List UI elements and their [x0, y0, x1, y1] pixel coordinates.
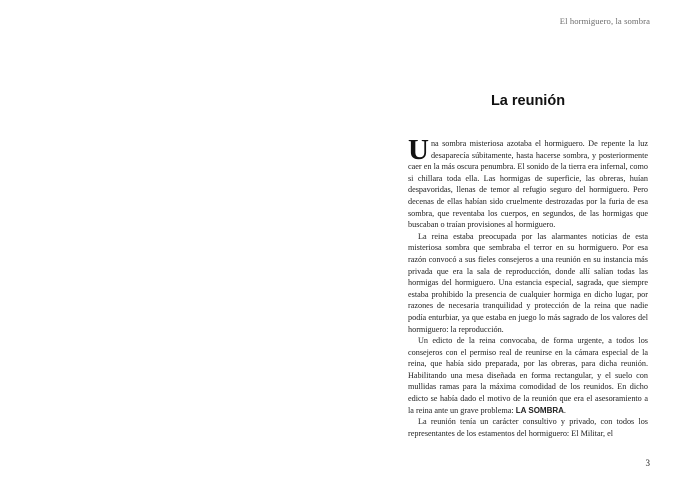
chapter-title: La reunión	[490, 93, 566, 109]
right-page	[350, 0, 700, 490]
la-sombra-emphasis: LA SOMBRA	[515, 405, 564, 415]
paragraph-3-text: Un edicto de la reina convocaba, de forma urgente, a todos los consejeros con el permiso real de reunirse en la cámara especial de la reina, que había sido preparada, por las obreras, para dicha reunión. Habilitando una mesa diseñada en forma rectangular, y el suelo con mullidas ramas para la máxima comodidad de los reunidos. En dicho edicto se había dado el motivo de la reunión que era el asesoramiento a la reina ante un grave problema:	[408, 336, 648, 415]
paragraph-1-text: na sombra misteriosa azotaba el hormiguero. De repente la luz desaparecía súbitamente, hasta hacerse sombra, y posteriormente caer en la más oscura penumbra. El sonido de la tierra era infernal, como si chillara toda ella. Las hormigas de superficie, las obreras, huían despavoridas, llenas de temor al refugio seguro del hormiguero. Pero decenas de ellas habían sido cruelmente destrozadas por la furia de esa sombra, que reventaba los cuerpos, en segundos, de las hormigas que buscaban o traían provisiones al hormiguero.	[408, 139, 648, 230]
paragraph-2: La reina estaba preocupada por las alarmantes noticias de esta misteriosa sombra que sembraba el terror en su hormiguero. Por esa razón convocó a sus fieles consejeros a una reunión en su instancia más privada que era la sala de reproducción, donde allí salían todas las hormigas del hormiguero. Una estancia especial, sagrada, que siempre estaba prohibido la presencia de cualquier hormiga en dicho lugar, por razones de necesaria tranquilidad y protección de la reina que nadie podía enturbiar, ya que estaba en juego lo más sagrado de los valores del hormiguero: la reproducción.	[408, 231, 648, 334]
paragraph-1	[408, 134, 648, 231]
paragraph-4: La reunión tenía un carácter consultivo y privado, con todos los representantes de los estamentos del hormiguero: El Militar, el	[408, 417, 648, 438]
paragraph-3	[408, 335, 648, 416]
page-number: 3	[645, 458, 650, 468]
running-header: El hormiguero, la sombra	[559, 16, 650, 26]
chapter-body	[408, 134, 648, 439]
drop-cap: U	[408, 134, 429, 166]
paragraph-3-end: .	[563, 405, 566, 415]
